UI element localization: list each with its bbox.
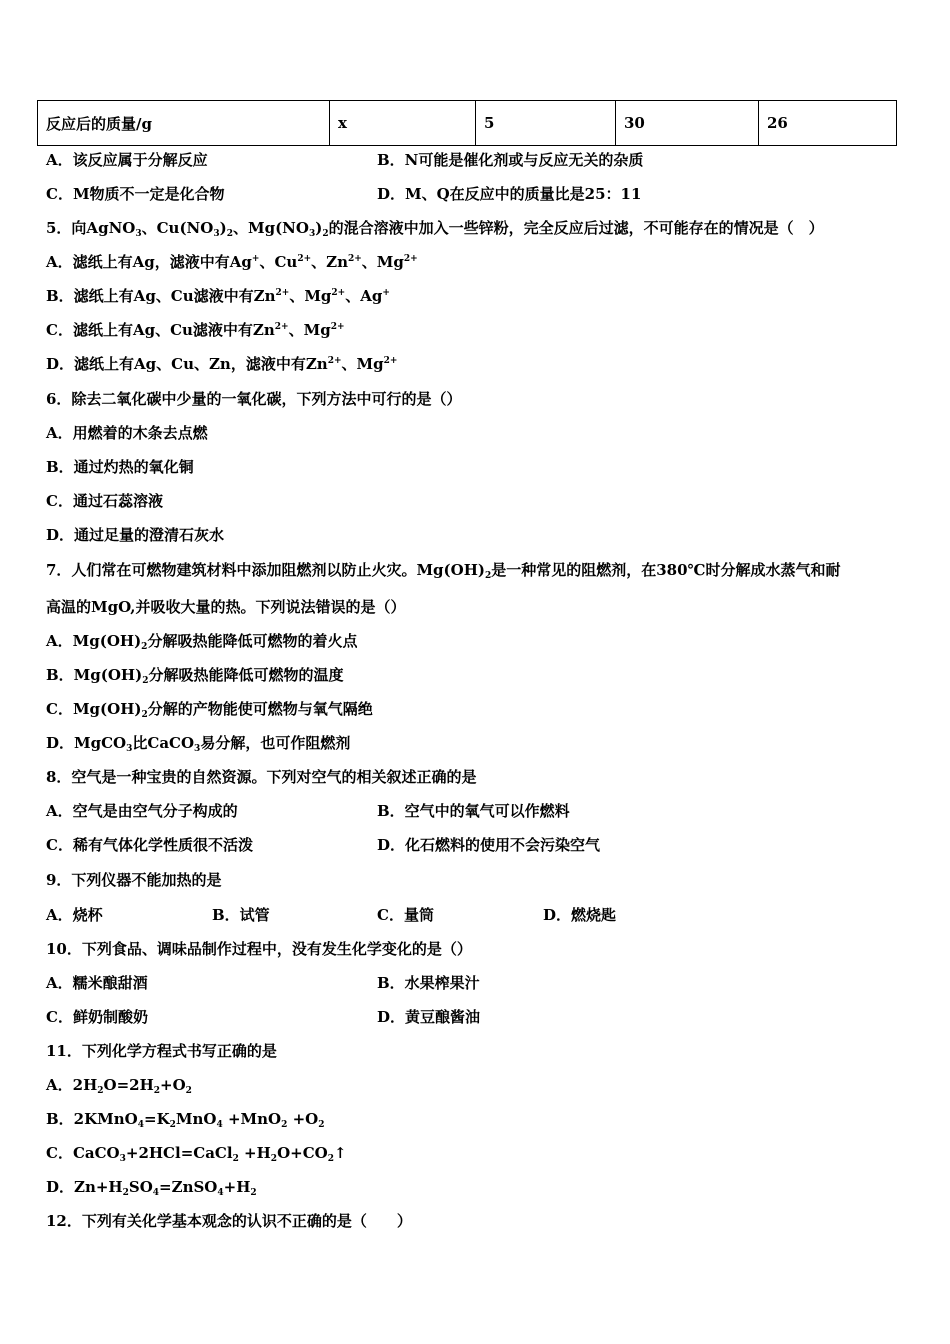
q8-option-b: B．空气中的氧气可以作燃料: [377, 802, 570, 820]
q10-option-b: B．水果榨果汁: [377, 974, 480, 992]
q4-option-d: D．M、Q在反应中的质量比是25：11: [377, 185, 642, 203]
q5-option-a: A．滤纸上有Ag，滤液中有Ag+、$Cu^{2+}$、$Zn^{2+}$、$Mg^{2+}$: [46, 253, 418, 271]
q9-stem: 9．下列仪器不能加热的是: [46, 871, 222, 889]
q11-option-c: C．CaCO$_3$+2HCl=CaCl$_2$ $+H_2O+CO_2↑$: [46, 1144, 347, 1164]
q11-stem: 11．下列化学方程式书写正确的是: [46, 1042, 277, 1060]
q6-option-a: A．用燃着的木条去点燃: [46, 424, 208, 442]
table-cell: x: [330, 101, 476, 146]
q5-option-c: C．滤纸上有Ag、Cu滤液中有$Zn^{2+}$、$Mg^{2+}$: [46, 321, 345, 339]
q9-option-c: C．量筒: [377, 906, 434, 924]
mass-table: [37, 100, 897, 146]
q7-option-d: D．MgCO$_3$比CaCO$_3$易分解，也可作阻燃剂: [46, 734, 351, 754]
up-arrow-icon: ↑: [333, 1144, 347, 1162]
q4-option-b: B．N可能是催化剂或与反应无关的杂质: [377, 151, 644, 169]
q11-option-d: D．$Zn+H_2SO_4=ZnSO_4+H_2$: [46, 1178, 257, 1198]
q4-option-a: A．该反应属于分解反应: [46, 151, 208, 169]
table-row: [38, 101, 897, 146]
q5-option-d: D．滤纸上有Ag、Cu、Zn，滤液中有$Zn^{2+}$、$Mg^{2+}$: [46, 355, 398, 373]
table-cell: 26: [759, 101, 897, 146]
q10-option-d: D．黄豆酿酱油: [377, 1008, 481, 1026]
q4-option-c: C．M物质不一定是化合物: [46, 185, 225, 203]
q10-stem: 10．下列食品、调味品制作过程中，没有发生化学变化的是（）: [46, 940, 472, 958]
q11-option-a: A．$2H_2O=2H_2+O_2$: [46, 1076, 192, 1096]
q9-option-d: D．燃烧匙: [543, 906, 617, 924]
q6-option-c: C．通过石蕊溶液: [46, 492, 163, 510]
q9-option-b: B．试管: [212, 906, 270, 924]
q7-option-b: B．$Mg(OH)_2$分解吸热能降低可燃物的温度: [46, 666, 344, 686]
q10-option-c: C．鲜奶制酸奶: [46, 1008, 148, 1026]
table-cell: 5: [476, 101, 616, 146]
q5-option-b: B．滤纸上有Ag、Cu滤液中有$Zn^{2+}$、$Mg^{2+}$、Ag+: [46, 287, 390, 305]
q7-option-a: A．$Mg(OH)_2$分解吸热能降低可燃物的着火点: [46, 632, 358, 652]
q8-option-d: D．化石燃料的使用不会污染空气: [377, 836, 601, 854]
q8-stem: 8．空气是一种宝贵的自然资源。下列对空气的相关叙述正确的是: [46, 768, 477, 786]
q6-option-d: D．通过足量的澄清石灰水: [46, 526, 225, 544]
q7-stem-line1: 7．人们常在可燃物建筑材料中添加阻燃剂以防止火灾。$Mg(OH)_2$是一种常见的阻燃剂，在380℃时分解成水蒸气和耐: [46, 561, 841, 581]
table-row-label: 反应后的质量/g: [38, 101, 330, 146]
q7-option-c: C．$Mg(OH)_2$分解的产物能使可燃物与氧气隔绝: [46, 700, 373, 720]
q12-stem: 12．下列有关化学基本观念的认识不正确的是（ ）: [46, 1212, 412, 1230]
q11-option-b: B．$2KMnO_4=K_2MnO_4 +MnO_2 +O_2$: [46, 1110, 325, 1130]
q8-option-a: A．空气是由空气分子构成的: [46, 802, 238, 820]
q6-stem: 6．除去二氧化碳中少量的一氧化碳，下列方法中可行的是（）: [46, 390, 462, 408]
q8-option-c: C．稀有气体化学性质很不活泼: [46, 836, 253, 854]
q10-option-a: A．糯米酿甜酒: [46, 974, 148, 992]
table-cell: 30: [616, 101, 759, 146]
q7-stem-line2: 高温的MgO,并吸收大量的热。下列说法错误的是（）: [46, 598, 406, 616]
q9-option-a: A．烧杯: [46, 906, 103, 924]
q6-option-b: B．通过灼热的氧化铜: [46, 458, 194, 476]
q5-stem: 5．向AgNO$_3$、$Cu(NO_3)_2$、$Mg(NO_3)_2$的混合溶液中加入一些锌粉，完全反应后过滤，不可能存在的情况是（ ）: [46, 219, 824, 239]
